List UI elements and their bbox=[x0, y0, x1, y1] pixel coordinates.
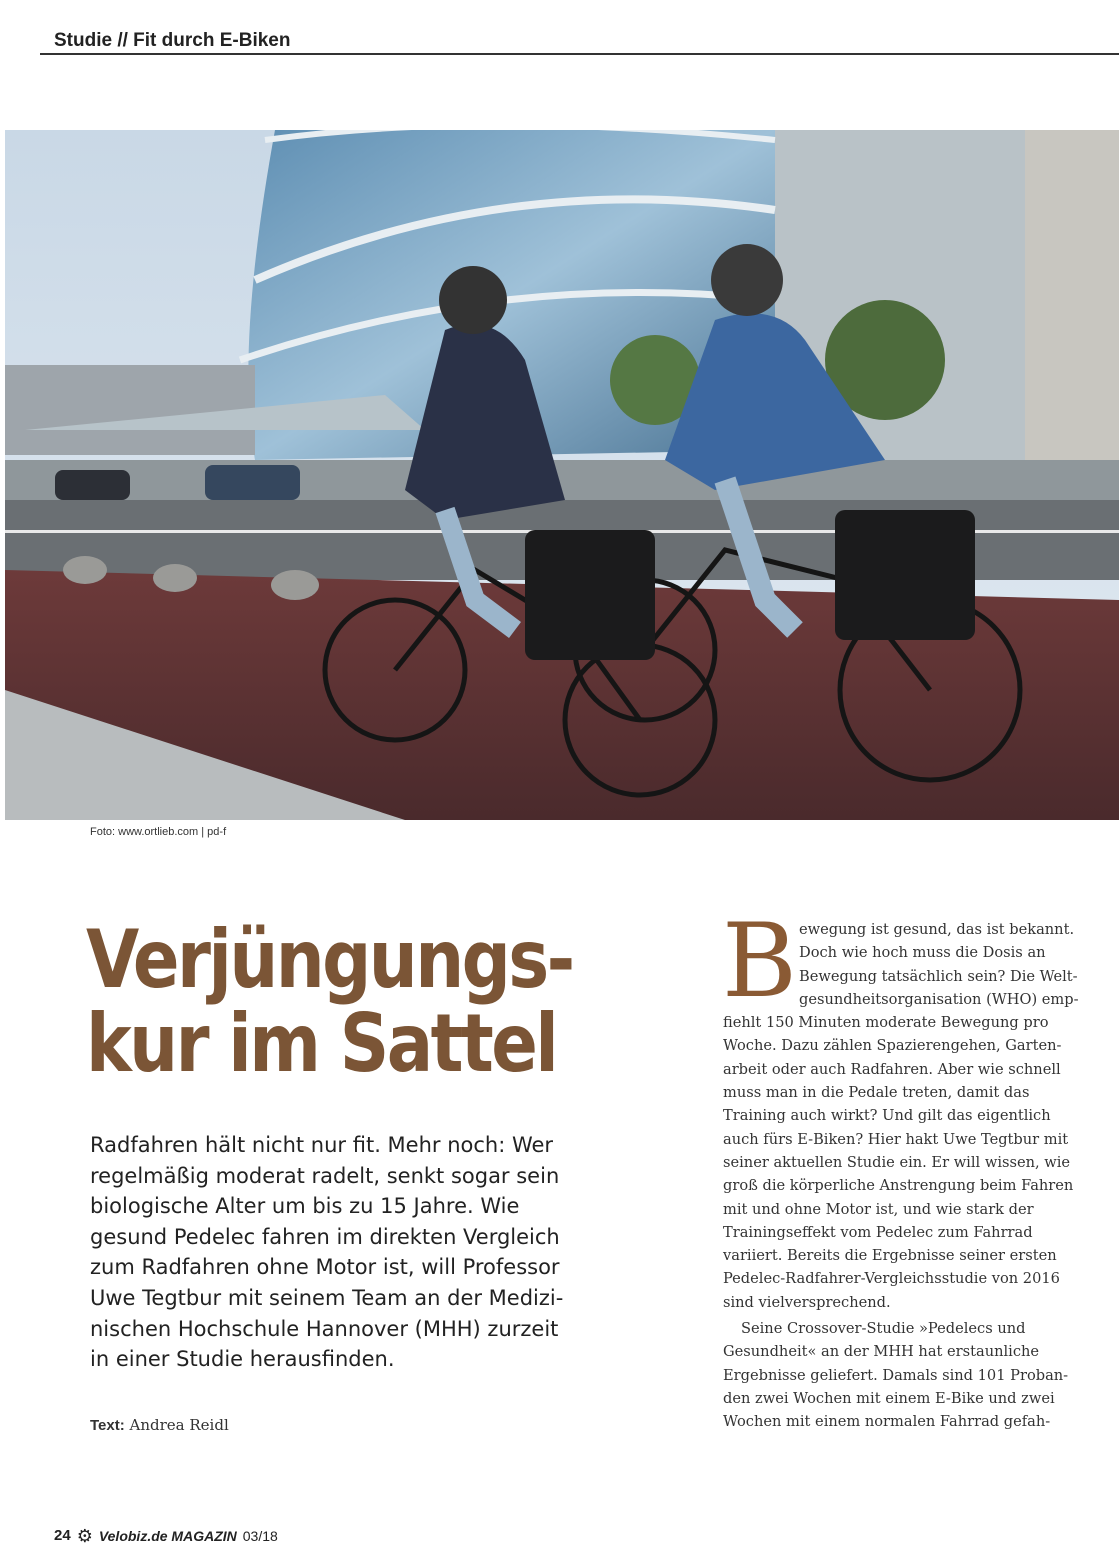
lead-line: biologische Alter um bis zu 15 Jahre. Wie bbox=[90, 1194, 520, 1219]
body-line: fiehlt 150 Minuten moderate Bewegung pro bbox=[723, 1014, 1049, 1032]
body-line: Gesundheit« an der MHH hat erstaunliche bbox=[723, 1343, 1040, 1361]
headline-line: kur im Sattel bbox=[86, 997, 557, 1090]
body-line: groß die körperliche Anstrengung beim Fahren bbox=[723, 1177, 1074, 1195]
author-name: Andrea Reidl bbox=[129, 1416, 229, 1434]
lead-line: Uwe Tegtbur mit seinem Team an der Medizi- bbox=[90, 1285, 564, 1310]
lead-line: gesund Pedelec fahren im direkten Vergleich bbox=[90, 1224, 560, 1249]
header-rule bbox=[40, 53, 1119, 55]
photo-illustration bbox=[5, 130, 1119, 820]
author-label: Text: bbox=[90, 1417, 125, 1434]
section-header: Studie // Fit durch E-Biken bbox=[54, 30, 291, 51]
page-number: 24 bbox=[54, 1527, 71, 1544]
lead-line: in einer Studie herausfinden. bbox=[90, 1347, 395, 1372]
body-line: auch fürs E-Biken? Hier hakt Uwe Tegtbur mit bbox=[723, 1130, 1069, 1148]
body-line: Training auch wirkt? Und gilt das eigentlich bbox=[723, 1107, 1051, 1125]
gear-icon: ⚙ bbox=[76, 1525, 93, 1546]
hero-photo bbox=[5, 130, 1119, 820]
body-line: Ergebnisse geliefert. Damals sind 101 Proban- bbox=[723, 1366, 1069, 1384]
issue-number: 03/18 bbox=[242, 1527, 278, 1544]
magazine-brand: Velobiz.de MAGAZIN bbox=[98, 1527, 237, 1544]
body-line: Trainingseffekt vom Pedelec zum Fahrrad bbox=[723, 1223, 1033, 1241]
headline-line: Verjüngungs- bbox=[86, 913, 573, 1006]
lead-line: Radfahren hält nicht nur fit. Mehr noch: Wer bbox=[90, 1133, 554, 1157]
body-line: Bewegung tatsächlich sein? Die Welt- bbox=[799, 967, 1078, 985]
body-line: Doch wie hoch muss die Dosis an bbox=[799, 944, 1046, 962]
body-line: arbeit oder auch Radfahren. Aber wie schnell bbox=[723, 1060, 1061, 1078]
body-line: gesundheitsorganisation (WHO) emp- bbox=[799, 990, 1079, 1008]
lead-paragraph bbox=[90, 1130, 650, 1375]
body-line: Wochen mit einem normalen Fahrrad gefah- bbox=[723, 1413, 1051, 1431]
lead-line: regelmäßig moderat radelt, senkt sogar sein bbox=[90, 1163, 560, 1188]
body-line: Pedelec-Radfahrer-Vergleichsstudie von 2016 bbox=[723, 1270, 1060, 1288]
page-footer bbox=[54, 1527, 278, 1544]
body-line: mit und ohne Motor ist, und wie stark der bbox=[723, 1200, 1034, 1218]
body-line: Woche. Dazu zählen Spazierengehen, Garten- bbox=[723, 1037, 1062, 1055]
photo-credit: Foto: www.ortlieb.com | pd-f bbox=[90, 826, 227, 838]
author-byline bbox=[90, 1416, 229, 1434]
article-body bbox=[723, 918, 1115, 1434]
body-line: muss man in die Pedale treten, damit das bbox=[723, 1084, 1030, 1102]
body-line: seiner aktuellen Studie ein. Er will wissen, wie bbox=[723, 1153, 1071, 1171]
body-line: variiert. Bereits die Ergebnisse seiner ersten bbox=[723, 1247, 1057, 1265]
lead-line: nischen Hochschule Hannover (MHH) zurzeit bbox=[90, 1316, 559, 1341]
body-line: ewegung ist gesund, das ist bekannt. bbox=[799, 921, 1075, 938]
body-line: Seine Crossover-Studie »Pedelecs und bbox=[741, 1320, 1026, 1338]
article-headline bbox=[86, 913, 602, 1090]
body-line: sind vielversprechend. bbox=[723, 1293, 891, 1311]
body-line: den zwei Wochen mit einem E-Bike und zwei bbox=[723, 1389, 1055, 1407]
lead-line: zum Radfahren ohne Motor ist, will Professor bbox=[90, 1255, 560, 1280]
drop-cap: B bbox=[722, 902, 797, 1021]
